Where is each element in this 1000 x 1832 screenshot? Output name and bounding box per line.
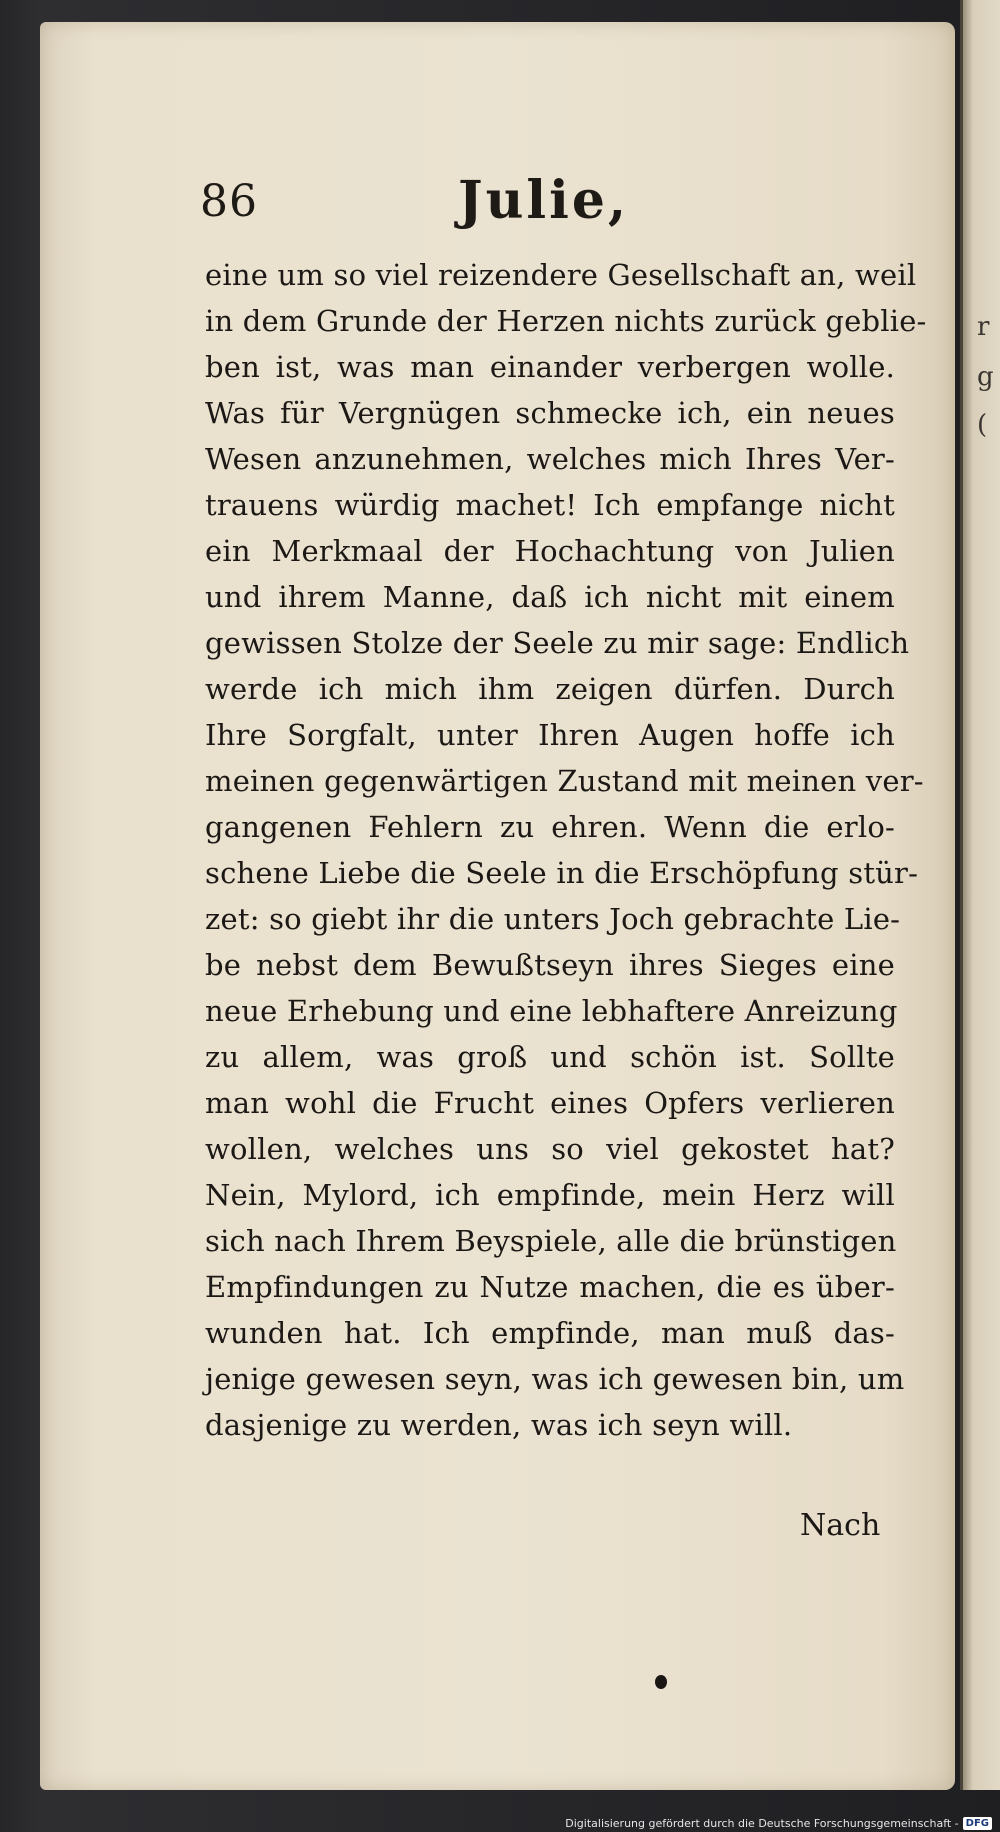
digitization-credit <box>565 1817 992 1830</box>
text-line: man wohl die Frucht eines Opfers verlieren <box>205 1086 895 1120</box>
text-line: Was für Vergnügen schmecke ich, ein neues <box>205 396 895 430</box>
page-number: 86 <box>200 176 258 227</box>
next-page-fragment: g <box>977 362 994 392</box>
text-line: Wesen anzunehmen, welches mich Ihres Ver- <box>205 442 895 476</box>
text-line: und ihrem Manne, daß ich nicht mit einem <box>205 580 895 614</box>
text-line: ben ist, was man einander verbergen wolle. <box>205 350 895 384</box>
ink-mark <box>655 1675 667 1689</box>
running-title: Julie, <box>458 170 630 231</box>
page-header <box>200 170 900 240</box>
next-page-fragment: ( <box>977 410 988 440</box>
text-line: schene Liebe die Seele in die Erschöpfung stür- <box>205 856 919 890</box>
text-line: sich nach Ihrem Beyspiele, alle die brünstigen <box>205 1224 897 1258</box>
credit-text: Digitalisierung gefördert durch die Deutsche Forschungsgemeinschaft - <box>565 1817 959 1830</box>
text-line: jenige gewesen seyn, was ich gewesen bin, um <box>205 1362 905 1396</box>
text-line: wunden hat. Ich empfinde, man muß das- <box>205 1316 895 1350</box>
catchword: Nach <box>800 1508 881 1543</box>
text-line: meinen gegenwärtigen Zustand mit meinen ver- <box>205 764 924 798</box>
text-line: in dem Grunde der Herzen nichts zurück geblie- <box>205 304 927 338</box>
text-line: trauens würdig machet! Ich empfange nicht <box>205 488 895 522</box>
text-line: dasjenige zu werden, was ich seyn will. <box>205 1408 793 1442</box>
text-line: zet: so giebt ihr die unters Joch gebrachte Lie- <box>205 902 901 936</box>
next-page-edge <box>960 0 1000 1790</box>
text-line: werde ich mich ihm zeigen dürfen. Durch <box>205 672 895 706</box>
text-line: gangenen Fehlern zu ehren. Wenn die erlo- <box>205 810 895 844</box>
text-line: zu allem, was groß und schön ist. Sollte <box>205 1040 895 1074</box>
text-line: wollen, welches uns so viel gekostet hat? <box>205 1132 895 1166</box>
text-line: Empfindungen zu Nutze machen, die es über- <box>205 1270 895 1304</box>
text-line: gewissen Stolze der Seele zu mir sage: Endlich <box>205 626 910 660</box>
body-text <box>205 252 927 1448</box>
text-line: be nebst dem Bewußtseyn ihres Sieges eine <box>205 948 895 982</box>
dfg-logo-icon: DFG <box>963 1817 992 1830</box>
text-line: ein Merkmaal der Hochachtung von Julien <box>205 534 895 568</box>
text-line: Ihre Sorgfalt, unter Ihren Augen hoffe ich <box>205 718 895 752</box>
text-line: neue Erhebung und eine lebhaftere Anreizung <box>205 994 898 1028</box>
text-line: eine um so viel reizendere Gesellschaft an, weil <box>205 258 917 292</box>
text-line: Nein, Mylord, ich empfinde, mein Herz will <box>205 1178 895 1212</box>
next-page-fragment: r <box>977 312 990 342</box>
